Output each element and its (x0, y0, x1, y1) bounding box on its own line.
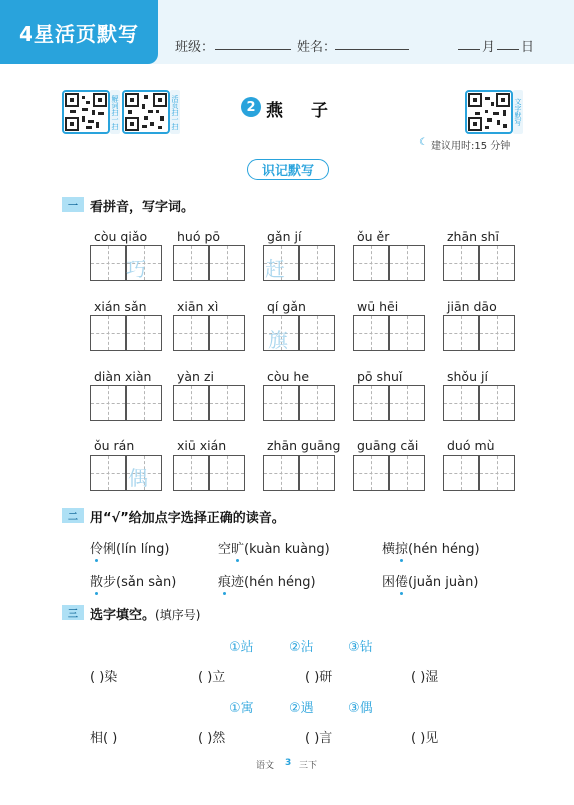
qr-tag: 活页扫一扫 (170, 90, 180, 134)
writing-cell[interactable] (173, 315, 209, 351)
writing-cell[interactable] (389, 245, 425, 281)
writing-cell[interactable] (299, 245, 335, 281)
pinyin-label: huó pō (177, 229, 221, 244)
writing-cell[interactable] (443, 315, 479, 351)
section-label: 看拼音，写字词。 (90, 200, 195, 215)
fill-blank[interactable]: ( )言 (305, 731, 333, 746)
month-label: 月 (482, 40, 496, 55)
dotted-char: 痕 (218, 575, 232, 590)
writing-cell[interactable] (126, 315, 162, 351)
writing-cell[interactable] (299, 315, 335, 351)
reading-item[interactable]: 横掠(hén héng) (382, 542, 480, 557)
option-chip: ③钻 (348, 640, 373, 655)
pinyin-label: gǎn jí (267, 229, 302, 244)
class-label: 班级： (175, 40, 215, 55)
dotted-char: 伶 (90, 542, 104, 557)
watermark-char: 偶 (128, 466, 148, 490)
option-chip: ①寓 (229, 701, 254, 716)
fill-blank[interactable]: 相( ) (90, 731, 118, 746)
section-pill: 识记默写 (247, 159, 329, 180)
watermark-char: 赶 (265, 257, 285, 281)
qr-code-icon[interactable] (465, 90, 513, 134)
reading-item[interactable]: 空旷(kuàn kuàng) (218, 542, 330, 557)
writing-cell[interactable] (90, 455, 126, 491)
name-label: 姓名： (297, 40, 337, 55)
writing-cell[interactable] (479, 245, 515, 281)
class-field[interactable] (215, 36, 291, 50)
pinyin-label: yàn zi (177, 369, 214, 384)
reading-item[interactable]: 散步(sǎn sàn) (90, 575, 177, 590)
footer-subject: 语文 (256, 761, 275, 771)
fill-blank[interactable]: ( )湿 (411, 670, 439, 685)
reading-item[interactable]: 痕迹(hén héng) (218, 575, 316, 590)
day-label: 日 (521, 40, 535, 55)
pinyin-label: qí gǎn (267, 299, 306, 314)
lesson-title: 燕子 (266, 101, 356, 121)
writing-cell[interactable] (126, 385, 162, 421)
pinyin-label: shǒu jí (447, 369, 488, 384)
writing-cell[interactable] (299, 455, 335, 491)
writing-cell[interactable] (173, 455, 209, 491)
writing-cell[interactable] (173, 385, 209, 421)
option-chip: ②沾 (289, 640, 314, 655)
writing-cell[interactable] (173, 245, 209, 281)
fill-blank[interactable]: ( )研 (305, 670, 333, 685)
writing-cell[interactable] (90, 315, 126, 351)
writing-cell[interactable] (353, 455, 389, 491)
option-chip: ②遇 (289, 701, 314, 716)
writing-cell[interactable] (389, 385, 425, 421)
writing-cell[interactable] (263, 455, 299, 491)
writing-cell[interactable] (389, 455, 425, 491)
time-hint: 建议用时:15 分钟 (431, 141, 511, 152)
pinyin-label: pō shuǐ (357, 369, 403, 384)
footer-page: 3 (285, 758, 292, 768)
pinyin-label: zhān shī (447, 229, 499, 244)
writing-cell[interactable] (353, 385, 389, 421)
option-chip: ①站 (229, 640, 254, 655)
pinyin-label: xiān xì (177, 299, 219, 314)
fill-blank[interactable]: ( )立 (198, 670, 226, 685)
clock-icon: ☾ (419, 137, 428, 148)
brand-logo: 4星活页默写 (0, 0, 158, 64)
writing-cell[interactable] (353, 315, 389, 351)
pinyin-label: guāng cǎi (357, 438, 419, 453)
fill-blank[interactable]: ( )然 (198, 731, 226, 746)
writing-cell[interactable] (209, 245, 245, 281)
writing-cell[interactable] (443, 455, 479, 491)
writing-cell[interactable] (353, 245, 389, 281)
writing-cell[interactable] (299, 385, 335, 421)
writing-cell[interactable] (209, 315, 245, 351)
pinyin-label: còu he (267, 369, 310, 384)
dotted-char: 掠 (395, 542, 409, 557)
dotted-char: 旷 (231, 542, 245, 557)
writing-cell[interactable] (443, 245, 479, 281)
pinyin-label: xián sǎn (94, 299, 147, 314)
pinyin-label: zhān guāng (267, 438, 341, 453)
pinyin-label: duó mù (447, 438, 495, 453)
writing-cell[interactable] (443, 385, 479, 421)
section-tag: 一 (62, 197, 84, 212)
dotted-char: 散 (90, 575, 104, 590)
writing-cell[interactable] (263, 385, 299, 421)
watermark-char: 旗 (268, 328, 288, 352)
writing-cell[interactable] (209, 455, 245, 491)
section-label: 用“√”给加点字选择正确的读音。 (90, 511, 285, 526)
qr-tag: 文字默写 (513, 90, 523, 134)
pinyin-label: ǒu ěr (357, 229, 390, 244)
name-field[interactable] (335, 36, 409, 50)
writing-cell[interactable] (479, 455, 515, 491)
reading-item[interactable]: 伶俐(lín líng) (90, 542, 170, 557)
pinyin-label: xiū xián (177, 438, 227, 453)
fill-blank[interactable]: ( )见 (411, 731, 439, 746)
writing-cell[interactable] (479, 315, 515, 351)
writing-cell[interactable] (209, 385, 245, 421)
writing-cell[interactable] (90, 245, 126, 281)
day-field[interactable] (497, 36, 519, 50)
qr-code-icon[interactable] (122, 90, 170, 134)
reading-item[interactable]: 困倦(juǎn juàn) (382, 575, 479, 590)
qr-code-icon[interactable] (62, 90, 110, 134)
writing-cell[interactable] (479, 385, 515, 421)
pinyin-label: còu qiǎo (94, 229, 148, 244)
writing-cell[interactable] (389, 315, 425, 351)
option-chip: ③偶 (348, 701, 373, 716)
pinyin-label: ǒu rán (94, 438, 135, 453)
lesson-number: 2 (241, 97, 261, 117)
dotted-char: 倦 (395, 575, 409, 590)
writing-cell[interactable] (90, 385, 126, 421)
pinyin-label: jiān dāo (447, 299, 497, 314)
fill-blank[interactable]: ( )染 (90, 670, 118, 685)
month-field[interactable] (458, 36, 480, 50)
section-tag: 三 (62, 605, 84, 620)
pinyin-label: wū hēi (357, 299, 399, 314)
watermark-char: 巧 (126, 257, 146, 281)
pinyin-label: diàn xiàn (94, 369, 152, 384)
qr-tag: 解词扫一扫 (110, 90, 120, 134)
footer-grade: 三下 (299, 761, 318, 771)
section-label: 选字填空。(填序号) (90, 608, 201, 623)
section-tag: 二 (62, 508, 84, 523)
